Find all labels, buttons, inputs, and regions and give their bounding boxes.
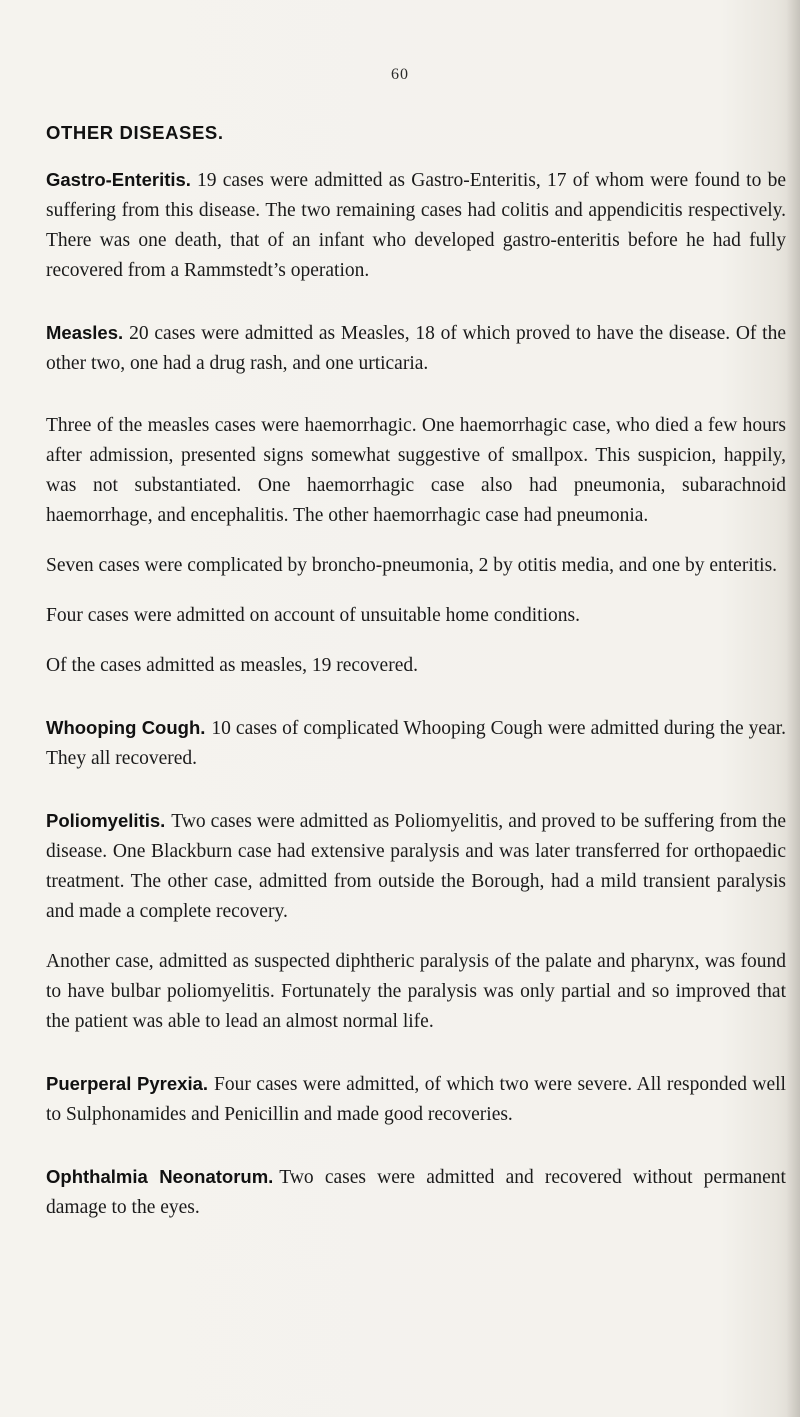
puerperal-pyrexia-paragraph <box>46 1069 786 1130</box>
gastro-enteritis-paragraph <box>46 165 786 286</box>
ophthalmia-neonatorum-title: Ophthalmia Neonatorum. <box>46 1166 274 1187</box>
measles-paragraph <box>46 318 786 379</box>
page-number: 60 <box>391 66 409 83</box>
poliomyelitis-bulbar-paragraph: Another case, admitted as suspected diphtheric paralysis of the palate and pharynx, was found to have bulbar poliomyelitis. Fortunately the paralysis was only partial and so improved that the patient was able to lead an almost normal life. <box>46 951 786 1032</box>
gastro-enteritis-text: 19 cases were admitted as Gastro-Enteritis, 17 of whom were found to be suffering from this disease. The two remaining cases had colitis and appendicitis respectively. There was one death, that of an infant who developed gastro-enteritis before he had fully recovered from a Rammstedt’s operation. <box>46 170 786 281</box>
measles-text: 20 cases were admitted as Measles, 18 of which proved to have the disease. Of the other two, one had a drug rash, and one urticaria. <box>46 323 786 374</box>
page-heading: OTHER DISEASES. <box>46 122 224 143</box>
poliomyelitis-paragraph <box>46 806 786 927</box>
poliomyelitis-text: Two cases were admitted as Poliomyelitis, and proved to be suffering from the disease. One Blackburn case had extensive paralysis and was later transferred for orthopaedic treatment. The other case, admitted from outside the Borough, had a mild transient paralysis and made a complete recovery. <box>46 811 786 922</box>
ophthalmia-neonatorum-text: Two cases were admitted and recovered without permanent damage to the eyes. <box>46 1167 786 1218</box>
poliomyelitis-title: Poliomyelitis. <box>46 810 166 831</box>
ophthalmia-neonatorum-paragraph <box>46 1162 786 1223</box>
measles-home-conditions-paragraph: Four cases were admitted on account of unsuitable home conditions. <box>46 605 580 626</box>
page-body <box>46 118 786 1223</box>
measles-haemorrhagic-paragraph: Three of the measles cases were haemorrhagic. One haemorrhagic case, who died a few hours after admission, presented signs somewhat suggestive of smallpox. This suspicion, happily, was not substantiated. One haemorrhagic case also had pneumonia, subarachnoid haemorrhage, and encephalitis. The other haemorrhagic case had pneumonia. <box>46 415 786 526</box>
whooping-cough-paragraph <box>46 713 786 774</box>
puerperal-pyrexia-title: Puerperal Pyrexia. <box>46 1073 209 1094</box>
measles-complications-paragraph: Seven cases were complicated by broncho-pneumonia, 2 by otitis media, and one by enteritis. <box>46 555 778 576</box>
whooping-cough-title: Whooping Cough. <box>46 717 206 738</box>
measles-title: Measles. <box>46 322 124 343</box>
measles-recovered-paragraph: Of the cases admitted as measles, 19 recovered. <box>46 655 418 676</box>
page-edge-shadow <box>786 0 800 1417</box>
puerperal-pyrexia-text: Four cases were admitted, of which two were severe. All responded well to Sulphonamides and Penicillin and made good recoveries. <box>46 1074 786 1125</box>
gastro-enteritis-title: Gastro-Enteritis. <box>46 169 191 190</box>
whooping-cough-text: 10 cases of complicated Whooping Cough were admitted during the year. They all recovered. <box>46 718 787 769</box>
